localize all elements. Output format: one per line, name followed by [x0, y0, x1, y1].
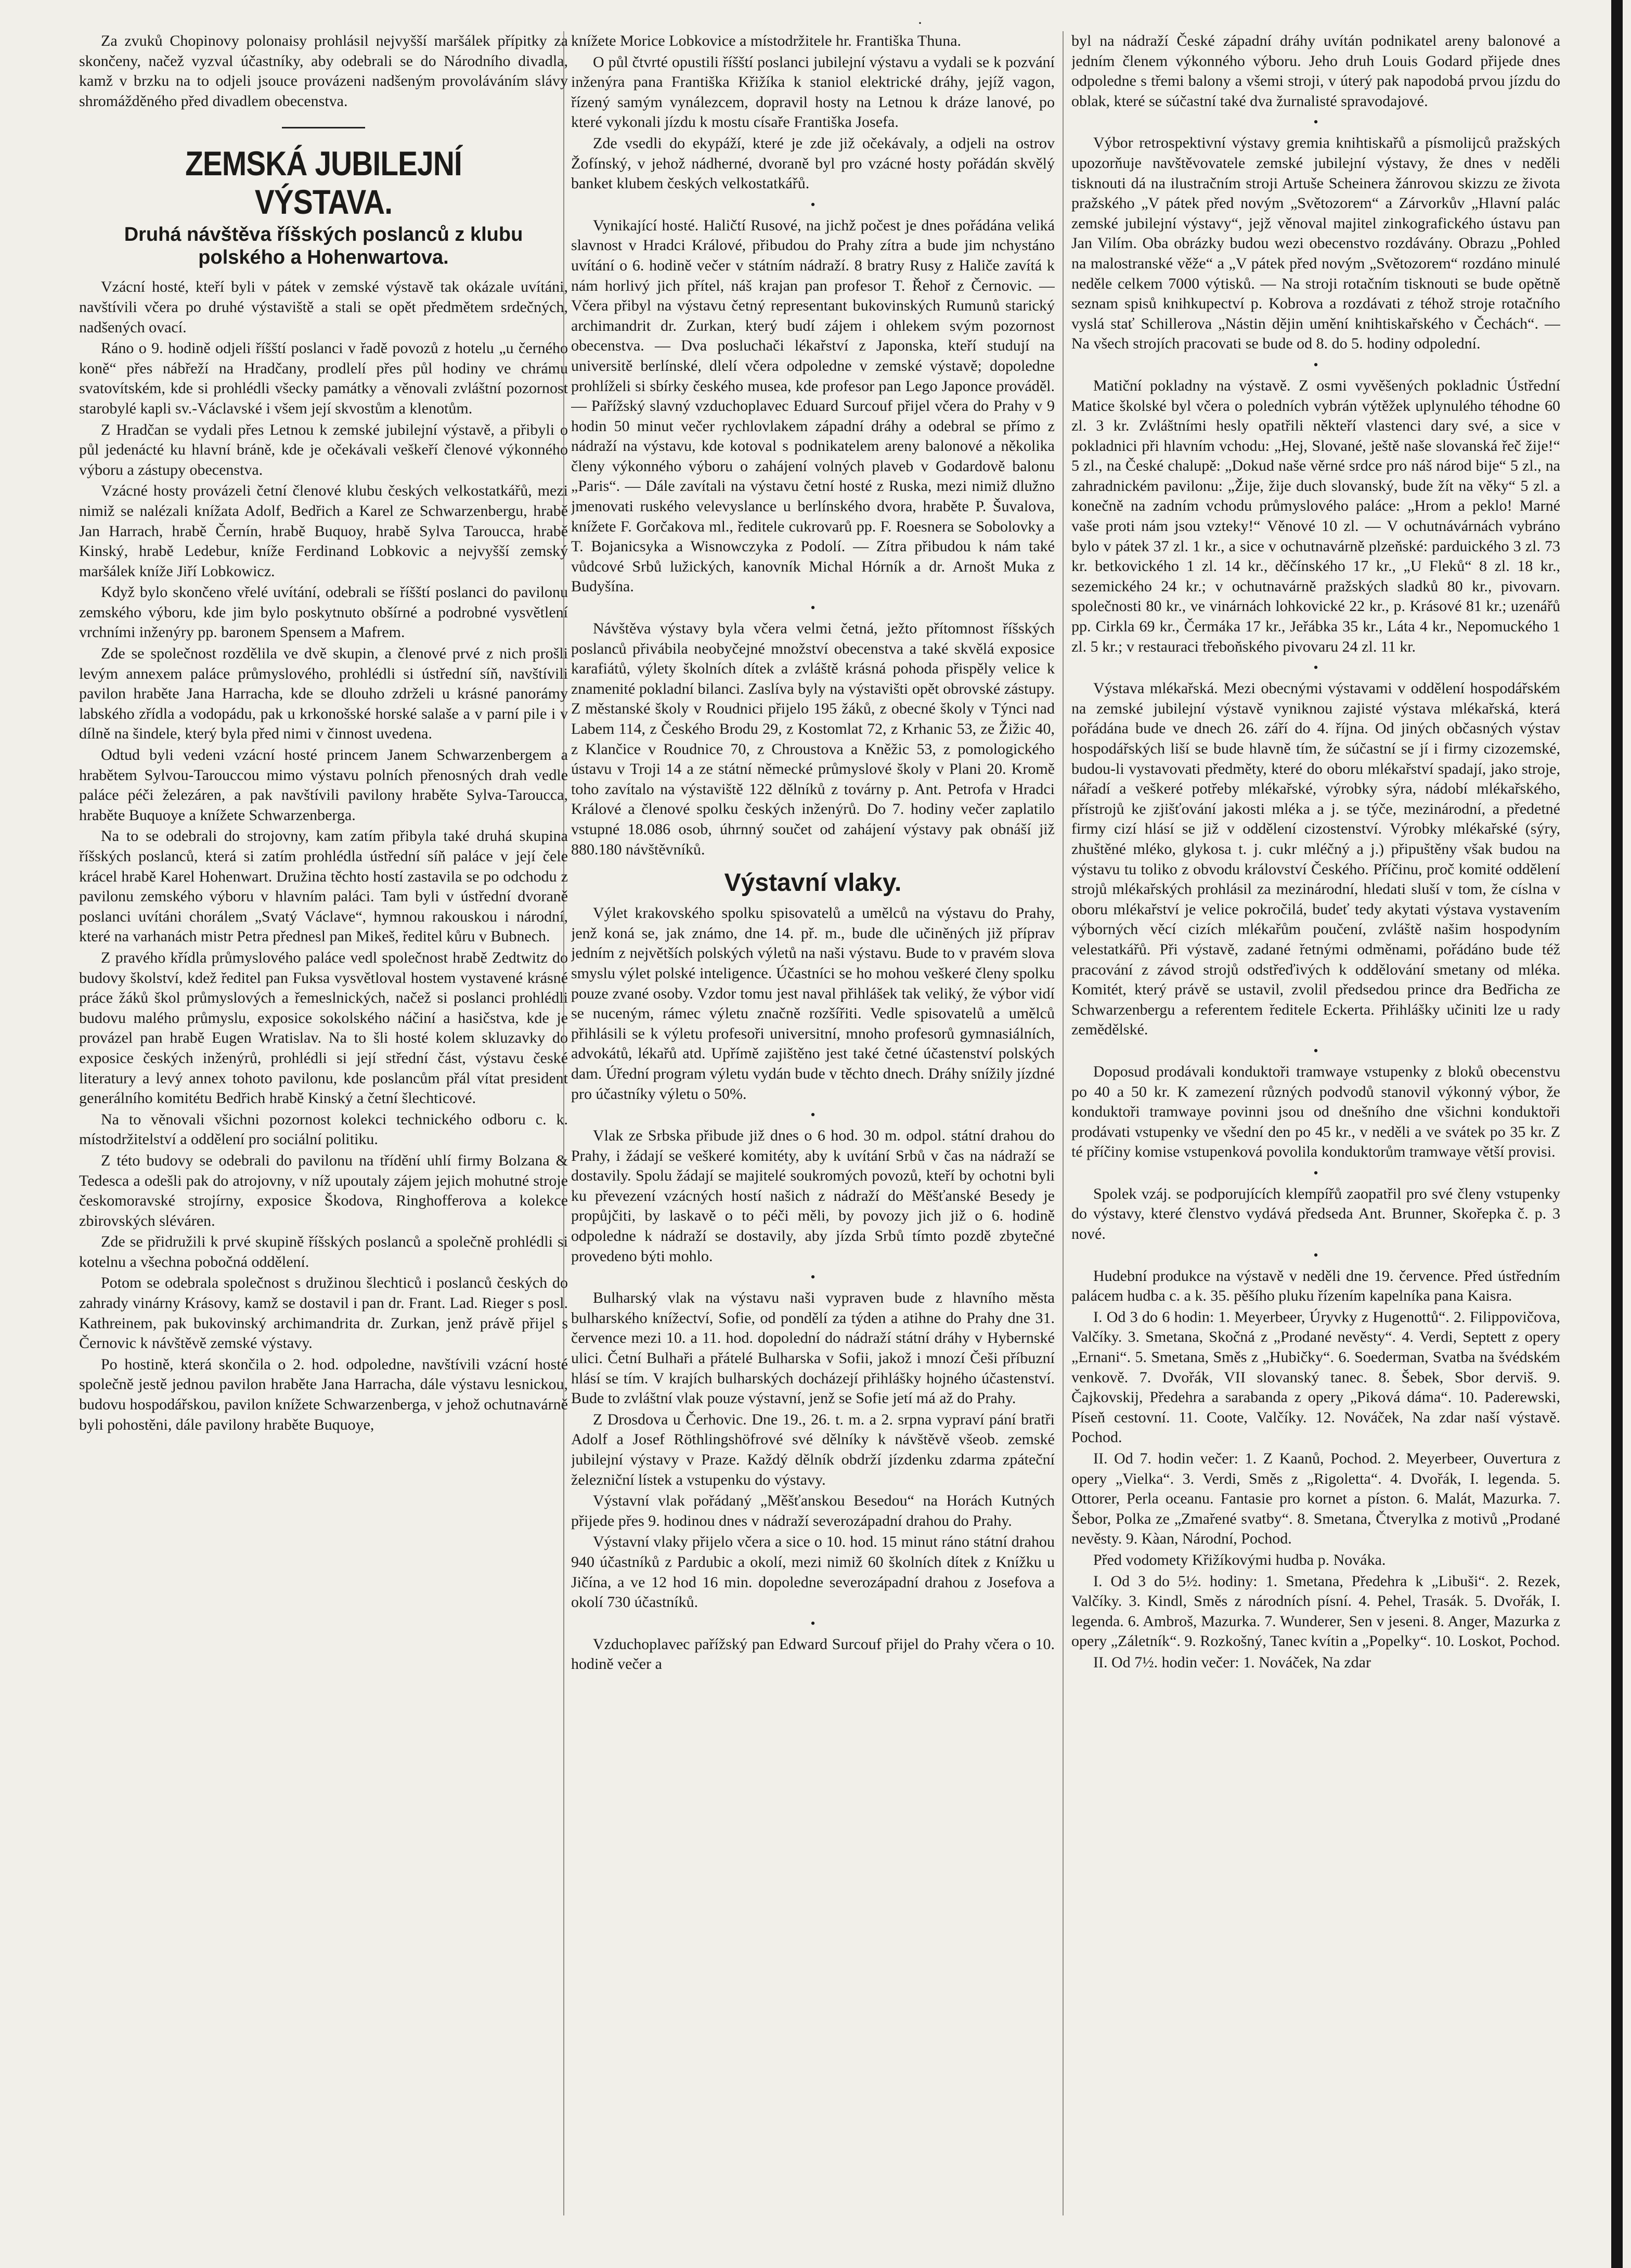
article-subtitle: Druhá návštěva říšských poslanců z klubu polského a Hohenwartova.: [124, 224, 523, 269]
paragraph: Návštěva výstavy byla včera velmi četná, ježto přítomnost říšských poslanců přivábila neobyčejné množství obecenstva a také skvělá exposice karafiátů, výlety školních dítek a zvláště krásná pohoda přispěly velice k znamenité pokladní bilanci. Zaslíva byly na výstavišti opět obrovské zástupy. Z městanské školy v Roudnici přijelo 195 žáků, z obecné školy v Týnci nad Labem 114, z Českého Brodu 29, z Kostomlat 72, z Krhanic 53, ze Žižic 40, z Klančice v Roudnice 70, z Chroustova a Kněžic 53, z pomologického ústavu v Troji 14 a ze státní německé průmyslové školy v Plani 20. Kromě toho zavítalo na výstaviště 122 dělníků z továrny p. Ant. Petrofa v Hradci Králové a členové spolku českých inženýrů. Do 7. hodiny večer zaplatilo vstupné 18.086 osob, úhrnný součet od zahájení výstavy pak obnáší již 880.180 návštěvníků.: [571, 620, 1055, 858]
paragraph: Hudební produkce na výstavě v neděli dne 19. července. Před ústředním palácem hudba c. a k. 35. pěšího pluku řízením kapelníka pana Kaisra.: [1071, 1267, 1560, 1305]
separator-dot: •: [810, 600, 816, 616]
separator-dot: •: [1313, 660, 1318, 676]
paragraph: knížete Morice Lobkovice a místodržitele hr. Františka Thuna.: [571, 32, 962, 49]
separator-dot: •: [1313, 1043, 1318, 1058]
paragraph: Výlet krakovského spolku spisovatelů a umělců na výstavu do Prahy, jenž koná se, jak známo, dne 14. př. m., bude dle učiněných již příprav jedním z největších polských výletů na naši výstavu. Bude to v pravém slova smyslu výlet polské inteligence. Účastníci se ho mohou veškeré členy spolku pouze zvané osoby. Vzdor tomu jest naval přihlášek tak veliký, že výbor vidí se nuceným, rámec výletu značně rozšířiti. Vedle spisovatelů a umělců přihlásili se k výletu profesoři universitní, mnoho profesorů gymnasiálních, advokátů, lékařů atd. Upřímě zajištěno jest také četné účastenství polských dam. Úřední program výletu vydán bude v těchto dnech. Dráhy snížily jízdné pro účastníky výletu o 50%.: [571, 904, 1055, 1103]
separator-dot: •: [1313, 357, 1318, 372]
separator-dot: •: [810, 1107, 816, 1123]
paragraph: II. Od 7. hodin večer: 1. Z Kaanů, Pochod. 2. Meyerbeer, Ouvertura z opery „Vielka“. 3. Verdi, Směs z „Rigoletta“. 4. Dvořák, I. legenda. 5. Ottorer, Perla oceanu. Fantasie pro kornet a píston. 6. Malát, Mazurka. 7. Šebor, Polka ze „Zmařené svatby“. 8. Smetana, Čtverylka z motivů „Prodané nevěsty. 9. Kàan, Národní, Pochod.: [1071, 1450, 1560, 1548]
separator-dot: •: [1313, 1247, 1318, 1263]
paragraph: Vynikající hosté. Haličtí Rusové, na jichž počest je dnes pořádána veliká slavnost v Hradci Králové, přibudou do Prahy zítra a bude jim nchystáno uvítání o 6. hodině večer v státním nádraží. 8 bratry Rusy z Haliče zavítá k nám horlivý jich přítel, náš krajan pan profesor T. Řehoř z Černovic. — Včera přibyl na výstavu četný representant bukovinských Rumunů starický archimandrit dr. Zurkan, který budí zájem i ohlekem svým pozornost obecenstva. — Dva posluchači lékařství z Japonska, kteří studují na universitě berlínské, dlelí včera odpoledne v zemské výstavě; dopoledne prohlíželi si sbírky českého musea, kde profesor pan Lego Japonce prováděl. — Pařížský slavný vzduchoplavec Eduard Surcouf přijel včera do Prahy v 9 hodin 50 minut večer rychlovlakem západní dráhy a odebral se přímo z nádraží na výstavu, kde kotoval s podnikatelem areny balonové a několika členy výkonného výboru o zahájení volných plaveb v Godardově balonu „Paris“. — Dále zavítali na výstavu četní hosté z Ruska, mezi nimiž dlužno jmenovati ruského velevyslance u berlínského dvora, hraběte P. Šuvalova, knížete F. Gorčakova ml., ředitele cukrovarů pp. F. Roesnera se Sobolovky a T. Bojanicsyka a Wisnowczyka z Podolí. — Zítra přibudou k nám také vůdcové Srbů lužických, kanovník Michal Hórník a dr. Arnošt Muka z Budyšína.: [571, 216, 1055, 595]
separator-dot: •: [1313, 1165, 1318, 1181]
paragraph: O půl čtvrté opustili říšští poslanci jubilejní výstavu a vydali se k pozvání inženýra pana Františka Křižíka k staniol elektrické dráhy, jejíž vagon, řízený samým vynálezcem, dopravil hosty na Letnou k dráze lanové, po které vykonali jízdu k mostu císaře Františka Josefa.: [571, 53, 1055, 131]
paragraph: Z Hradčan se vydali přes Letnou k zemské jubilejní výstavě, a přibyli o půl jedenácté ku hlavní bráně, kde je očekávali veškeří členové výkonného výboru a zástupy obecenstva.: [79, 421, 568, 478]
column-right: [1071, 31, 1560, 2215]
paragraph: Zde vsedli do ekypáží, které je zde již očekávaly, a odjeli na ostrov Žofínský, v jehož nádherné, dvoraně byl pro vzácné hosty pořádán skvělý banket klubem českých velkostatkářů.: [571, 134, 1055, 192]
column-middle: [571, 31, 1055, 2215]
column-left: [79, 31, 568, 2215]
paragraph: I. Od 3 do 6 hodin: 1. Meyerbeer, Úryvky z Hugenottů“. 2. Filippovičova, Valčíky. 3. Smetana, Skočná z „Prodané nevěsty“. 4. Verdi, Septett z opery „Ernani“. 5. Smetana, Směs z „Hubičky“. 6. Soederman, Svatba na švédském venkově. 7. Dvořák, VII slovanský tanec. 8. Šebek, Sbor derviš. 9. Čajkovskij, Předehra a sarabanda z opery „Piková dáma“. 10. Paderewski, Píseň cestovní. 11. Coote, Valčíky. 12. Nováček, Na zdar naší výstavě. Pochod.: [1071, 1308, 1560, 1446]
paragraph: byl na nádraží České západní dráhy uvítán podnikatel areny balonové a jedním členem výkonného výboru. Jeho druh Louis Godard přijede dnes odpoledne s třemi balony a všemi stroji, v úterý pak napodobá prvou jízdu do oblak, které se súčastní také dva žurnalisté spravodajové.: [1071, 32, 1560, 110]
paragraph: Z pravého křídla průmyslového paláce vedl společnost hrabě Zedtwitz do budovy školství, kdež ředitel pan Fuksa vysvětloval hostem vystavené krásné práce žáků škol průmyslových a řemeslnických, načež si poslanci prohlédli budovu malého průmyslu, exposice sokolského náčiní a hasičstva, kde je provázel pan hrabě Eugen Wratislav. Na to šli hosté kolem skluzavky do exposice českých inženýrů, prohlédli si její střední část, výstavu české literatury a levý annex tohoto pavilonu, kde poslancům přál vítat president generálního komitétu Bedřich hrabě Kinský a četní šlechticové.: [79, 949, 568, 1107]
paragraph: Výstavní vlak pořádaný „Měšťanskou Besedou“ na Horách Kutných přijede přes 9. hodinou dnes v nádraží severozápadní drahou do Prahy.: [571, 1492, 1055, 1530]
paragraph: I. Od 3 do 5½. hodiny: 1. Smetana, Předehra k „Libuši“. 2. Rezek, Valčíky. 3. Kindl, Směs z národních písní. 4. Pehel, Trasák. 5. Dvořák, I. legenda. 6. Ambroš, Mazurka. 7. Wunderer, Sen v jeseni. 8. Anger, Mazurka z opery „Záletník“. 9. Rozkošný, Tanec kvítin a „Popelky“. 10. Loskot, Pochod.: [1071, 1572, 1560, 1650]
paragraph: Vzácní hosté, kteří byli v pátek v zemské výstavě tak okázale uvítáni, navštívili včera po druhé výstaviště a stali se opět předmětem srdečných, nadšených ovací.: [79, 278, 568, 336]
paragraph: II. Od 7½. hodin večer: 1. Nováček, Na zdar: [1093, 1653, 1371, 1671]
paragraph: Zde se společnost rozdělila ve dvě skupin, a členové prvé z nich prošli levým annexem paláce průmyslového, prohlédli si ústřední síň, navštívili pavilon hraběte Jana Harracha, kde se dlouho zdrželi u krásné panorámy labského zřídla a vodopádu, pak u krkonošské horské salaše a v parní pile i v dílně na šindele, který byla před nimi v činnost uvedena.: [79, 645, 568, 743]
paragraph: Matiční pokladny na výstavě. Z osmi vyvěšených pokladnic Ústřední Matice školské byl včera o poledních vybrán výtěžek uplynulého téhodne 60 zl. 3 kr. Zvláštními hesly opatřili někteří vlastenci dary své, a sice v pokladnici při hlavním vchodu: „Hej, Slované, ještě naše slovanská řeč žije!“ 5 zl., na České chalupě: „Dokud naše věrné srdce pro náš národ bije“ 5 zl., na zahradnickém pavilonu: „Žije, žije duch slovanský, bude žít na věky“ 5 zl. a konečně na zadním vchodu průmyslového paláce: „Hrom a peklo! Marné vaše proti nám jsou vztekу!“ Věnové 10 zl. — V ochutnávárnách vybráno bylo v pátek 37 zl. 1 kr., a sice v ochutnavárně plzeňské: parduického 3 zl. 73 kr. betkovického 1 zl. 14 kr., děčínského 17 kr., „U Fleků“ 8 zl. 18 kr., sezemického 24 kr.; v ochutnavárně pražských sladků 80 kr., pivovarn. společnosti 80 kr., ve vinárnách lohkovické 22 kr., p. Krásové 81 kr.; uzenářů pp. Cirkla 69 kr., Čermáka 17 kr., Jeřábka 35 kr., Láta 4 kr., Nepomuckého 1 zl. 5 kr.; v restauraci třeboňského pivovaru 24 zl. 11 kr.: [1071, 377, 1560, 655]
article-title: ZEMSKÁ JUBILEJNÍ VÝSTAVA.: [185, 144, 462, 222]
paragraph: Před vodomety Křižíkovými hudba p. Nováka.: [1093, 1551, 1386, 1569]
paragraph: Z této budovy se odebrali do pavilonu na třídění uhlí firmy Bolzana & Tedesca a odešli pak do atrojovny, v níž upoutaly zájem jejich mohutné stroje českomoravské strojírny, exposice Škodova, Ringhofferova a kolekce zbirovských sléváren.: [79, 1151, 568, 1229]
section-rule: [282, 127, 365, 128]
paragraph: Na to věnovali všichni pozornost kolekci technického odboru c. k. místodržitelství a oddělení pro sociální politiku.: [79, 1110, 568, 1148]
paragraph: Spolek vzáj. se podporujících klempířů zaopatřil pro své členy vstupenky do výstavy, které členstvo vydává předseda Ant. Brunner, Skořepka č. p. 3 nové.: [1071, 1185, 1560, 1243]
separator-dot: •: [810, 197, 816, 212]
paragraph: Odtud byli vedeni vzácní hosté princem Janem Schwarzenbergem a hrabětem Sylvou-Tarouccou mimo výstavu polních přenosných drah vedle paláce péči železáren, a pak navštívili pavilony hraběte Sylva-Taroucca, hraběte Buquoye a knížete Schwarzenberga.: [79, 746, 568, 824]
separator-dot: •: [810, 1269, 816, 1285]
paragraph: Potom se odebrala společnost s družinou šlechticů i poslanců českých do zahrady vinárny Krásovy, kamž se dostavil i pan dr. Frant. Lad. Rieger s posl. Kathreinem, pak bukovinský archimandrita dr. Zurkan, jenž právě přijel s Černovic k návštěvě zemské výstavy.: [79, 1274, 568, 1352]
page-mark: ·: [917, 15, 923, 32]
paragraph: Doposud prodávali konduktoři tramwaye vstupenky z bloků obecenstvu po 40 a 50 kr. K zamezení různých podvodů stanovil výkonný výbor, že konduktoři tramwaye povinni jsou od dnešního dne všichni konduktoři prodávati vstupenky ve všední den po 45 kr., v neděli a ve svátek po 35 kr. Z té příčiny komise vstupenková povolila konduktorům tramwaye větší provisi.: [1071, 1062, 1560, 1161]
paragraph: Výstavní vlaky přijelo včera a sice o 10. hod. 15 minut ráno státní drahou 940 účastníků z Pardubic a okolí, mezi nimiž 60 školních dítek z Knížku u Jičína, a ve 12 hod 16 min. dopoledne severozápadní drahou z Josefova a okolí 730 účastníků.: [571, 1533, 1055, 1611]
paragraph: Vzduchoplavec pařížský pan Edward Surcouf přijel do Prahy včera o 10. hodině večer a: [571, 1635, 1055, 1673]
paragraph: Výstava mlékařská. Mezi obecnými výstavami v oddělení hospodářském na zemské jubilejní výstavě vyniknou zajisté výstava mlékařská, která pořádána bude ve dnech 26. září do 4. října. Od jiných občasných výstav hospodářských liší se bude hlavně tím, že súčastní se jí i firmy cizozemské, budou-li vystavovati předměty, které do oboru mlékařství spadají, jako stroje, nářadí a veškeré potřeby mlékařské, výrobky sýra, nádobí mlékařského, přístrojů ke zjišťování jakosti mléka a j. se týče, mezinárodní, a předetné firmy cizí hlásí se již v oddělení cizostenství. Výrobky mlékařské (sýry, zhuštěné mléko, glykosa t. j. cukr mléčný a j.) připuštěny však budou na výstavu tu toliko z obvodu království Českého. Příčinu, proč komité oddělení strojů mlékařských prohlásil za mezinárodní, hledati sluší v tom, že císlna v oboru mlékařství je velice pokročilá, budeť tedy akytati výstava vystavením výborných věcí cizích mlékařům poučení, zvláště našim hospodyním velestatkářů. Při výstavě, zadané řetnými odměnami, pořádáno bude též pracování z závod strojů odstřeďivých k oddělování smetany od mléka. Komitét, který právě se ustavil, zvolil předsedou prince dra Bedřicha ze Schwarzenbergu a referentem ředitele Eckerta. Přihlášky učiniti lze u rady zemědělské.: [1071, 680, 1560, 1039]
paragraph: Vzácné hosty provázeli četní členové klubu českých velkostatkářů, mezi nimiž se nalézali knížata Adolf, Bedřich a Karel ze Schwarzenbergu, hrabě Jan Harrach, hrabě Černín, hrabě Buquoy, hrabě Sylva Taroucca, hrabě Kinský, hrabě Ledebur, kníže Ferdinand Lobkovic a nejvyšší zemský maršálek kníže Jiří Lobkowicz.: [79, 482, 568, 580]
paragraph: Ráno o 9. hodině odjeli říšští poslanci v řadě povozů z hotelu „u černého koně“ přes nábřeží na Hradčany, prodlelí přes půl hodiny ve chrámu svatovítském, kde si prohlédli všecky památky a věnovali zvláštní pozornost starobylé kapli sv.-Václavské i všem její skvostům a klenotům.: [79, 340, 568, 417]
page-edge-bar: [1611, 0, 1623, 2268]
separator-dot: •: [1313, 114, 1318, 130]
paragraph: Bulharský vlak na výstavu naši vypraven bude z hlavního města bulharského knížectví, Sofie, od pondělí za týden a atihne do Prahy dne 31. července mezi 10. a 11. hod. dopolední do nádraží státní dráhy v Hybernské ulici. Četní Bulhaři a přátelé Bulharska v Sofii, jakož i mnozí Češi příbuzní hlásí se tím. V krajích bulharských docházejí přihlášky hojného účastenství. Bude to zvláštní vlak pouze výstavní, jenž se Sofie jetí má až do Prahy.: [571, 1289, 1055, 1407]
section-heading: Výstavní vlaky.: [724, 869, 902, 897]
separator-dot: •: [810, 1615, 816, 1631]
column-divider: [1063, 31, 1064, 2215]
paragraph: Vlak ze Srbska přibude již dnes o 6 hod. 30 m. odpol. státní drahou do Prahy, i žádají se veškeré komitéty, aby k uvítání Srbů v čas na nádraží se dostavily. Spolu žádají se majitelé soukromých povozů, kteří by ochotni byli ku převezení vzácných hostí našich z nádraží do Měšťanské Besedy je propůjčiti, by laskavě o to péči měli, by povozy jich již o 6. hodině odpoledne k nádraží se dostavily, aby jízda Srbů tímto pozdě zbytečné provedeno býti mohlo.: [571, 1127, 1055, 1265]
paragraph: Zde se přidružili k prvé skupině říšských poslanců a společně prohlédli si kotelnu a všechna pobočná oddělení.: [79, 1233, 568, 1271]
paragraph: Na to se odebrali do strojovny, kam zatím přibyla také druhá skupina říšských poslanců, která si zatím prohlédla ústřední síň paláce v její čele krácel hrabě Karel Hohenwart. Družina těchto hostí zastavila se po odchodu z pavilonu zemského výboru v hlavním paláci. Tam byli v ústřední dvoraně poslanci uvítáni chorálem „Svatý Václave“, hymnou rakouskou i národní, které na varhanách mistr Petra přednesl pan Mikeš, ředitel kůru v Bubnech.: [79, 827, 568, 945]
paragraph: Když bylo skončeno vřelé uvítání, odebrali se říšští poslanci do pavilonu zemského výboru, kde jim bylo poskytnuto obšírné a podrobné vysvětlení vrchními inženýry pp. baronem Spensem a Mafrem.: [79, 584, 568, 641]
paragraph: Po hostině, která skončila o 2. hod. odpoledne, navštívili vzácní hosté společně jestě jednou pavilon hraběte Jana Harracha, dále výstavu lesnickou, budovu hospodářskou, pavilon knížete Schwarzenberga, v jehož ochutnavárně byli pohostěni, dále pavilony hraběte Buquoye,: [79, 1355, 568, 1433]
paragraph: Výbor retrospektivní výstavy gremia knihtiskařů a písmolijců pražských upozorňuje navštěvovatele zemské jubilejní výstavy, že dnes v neděli tisknouti dá na ilustračním stroji Artuše Scheinera žánrovou skizzu ze života pražského „V pátek před novým „Světozorem“ a Zárvorkův „Hlavní palác zemské jubilejní výstavy“, jejž věnoval majitel zinkografického ústavu pan Jan Vilím. Oba obrázky budou wezi obecenstvo rozdávány. Obrazu „Pohled na malostranské věže“ a „V pátek před novým „Světozorem“ rozdáno minulé neděle celkem 7000 výtisků. — Na stroji rotačním tisknouti se bude opětně seznam spisů knihkupectví p. Kobrova a rozdávati z téhož stroje rotačního vyslá stať Schillerova „Nástin dějin umění knihtiskařského v Čechách“. — Na všech strojích pracovati se bude od 8. do 5. hodiny odpolední.: [1071, 134, 1560, 353]
intro-paragraph: Za zvuků Chopinovy polonaisy prohlásil nejvyšší maršálek přípitky za skončeny, načež vyzval účastníky, aby odebrali se do Národního divadla, kamž v brzku na to odjeli jsouce provázeni nadšeným provoláváním slávy shromážděného před divadlem obecenstva.: [79, 32, 568, 110]
paragraph: Z Drosdova u Čerhovic. Dne 19., 26. t. m. a 2. srpna vypraví pání bratři Adolf a Josef Röthlingshöfrové své dělníky k návštěvě všeob. zemské jubilejní výstavy v Praze. Každý dělník obdrží jízdenku zdarma zpáteční železniční lístek a vstupenku do výstavy.: [571, 1410, 1055, 1488]
